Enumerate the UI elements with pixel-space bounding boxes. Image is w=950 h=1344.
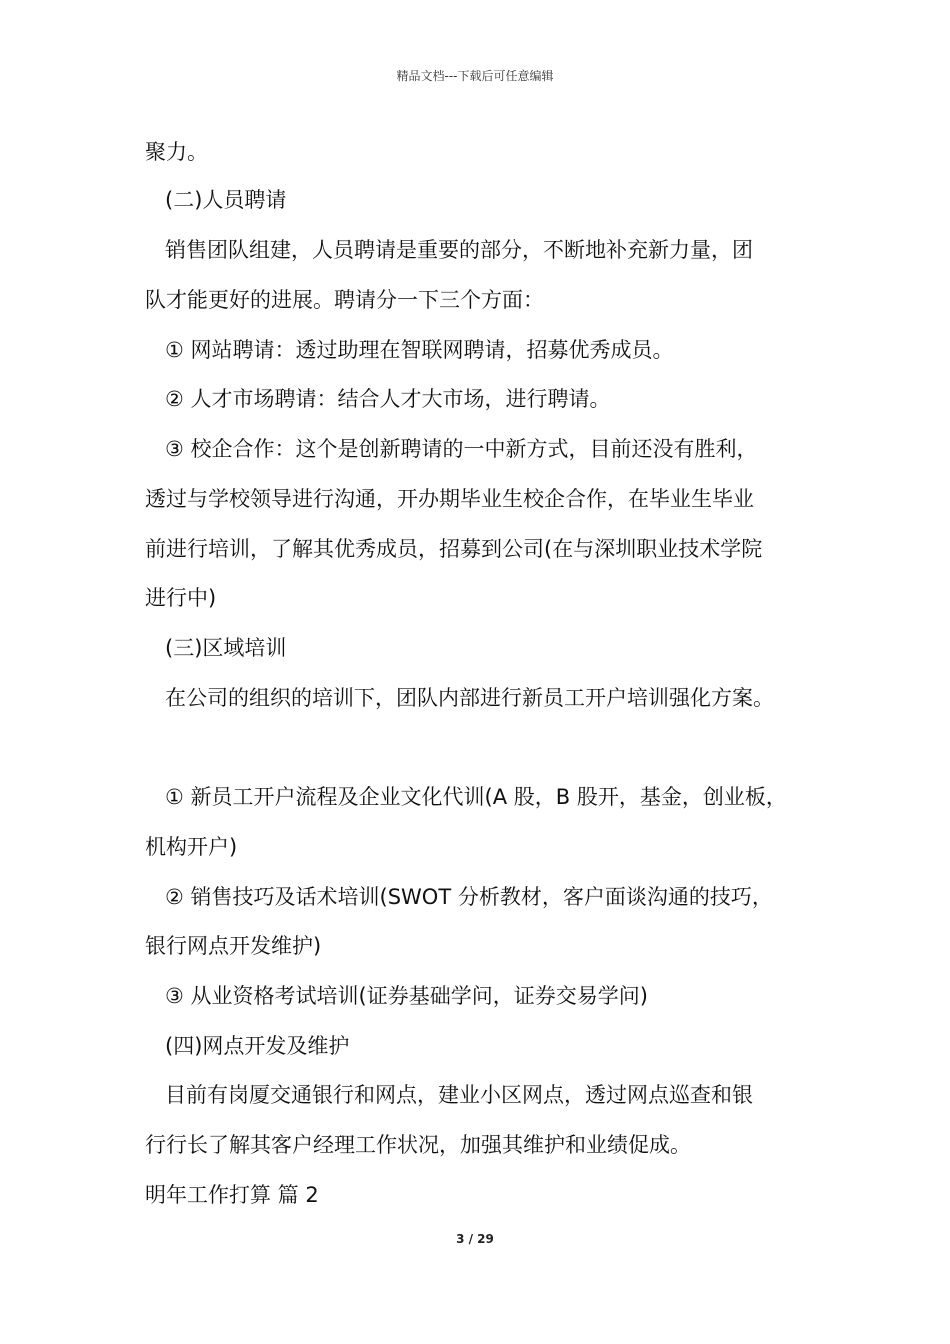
body-line: 银行网点开发维护): [145, 934, 322, 958]
page-number: 3 / 29: [456, 1232, 494, 1246]
list-item: ③ 从业资格考试培训(证券基础学问，证券交易学问): [165, 984, 648, 1008]
section-heading: (二)人员聘请: [165, 188, 287, 212]
body-line: 透过与学校领导进行沟通，开办期毕业生校企合作，在毕业生毕业: [145, 487, 754, 511]
body-line: 目前有岗厦交通银行和网点，建业小区网点，透过网点巡查和银: [165, 1083, 753, 1107]
body-line: 前进行培训，了解其优秀成员，招募到公司(在与深圳职业技术学院: [145, 537, 763, 561]
list-item: ③ 校企合作：这个是创新聘请的一中新方式，目前还没有胜利，: [165, 437, 758, 461]
body-line: 销售团队组建，人员聘请是重要的部分，不断地补充新力量，团: [165, 238, 753, 262]
section-heading: (四)网点开发及维护: [165, 1034, 350, 1058]
body-line: 队才能更好的进展。聘请分一下三个方面：: [145, 288, 544, 312]
page-header: 精品文档---下载后可任意编辑: [396, 69, 554, 83]
body-line: 进行中): [145, 586, 217, 610]
body-line: 聚力。: [145, 140, 208, 164]
list-item: ② 销售技巧及话术培训(SWOT 分析教材，客户面谈沟通的技巧，: [165, 885, 773, 909]
body-line: 行行长了解其客户经理工作状况，加强其维护和业绩促成。: [145, 1133, 691, 1157]
body-line: 机构开户): [145, 835, 238, 859]
article-heading: 明年工作打算 篇 2: [145, 1183, 319, 1207]
section-heading: (三)区域培训: [165, 636, 287, 660]
list-item: ① 网站聘请：透过助理在智联网聘请，招募优秀成员。: [165, 338, 674, 362]
body-line: 在公司的组织的培训下，团队内部进行新员工开户培训强化方案。: [165, 686, 774, 710]
list-item: ② 人才市场聘请：结合人才大市场，进行聘请。: [165, 387, 611, 411]
list-item: ① 新员工开户流程及企业文化代训(A 股，B 股开，基金，创业板，: [165, 785, 787, 809]
